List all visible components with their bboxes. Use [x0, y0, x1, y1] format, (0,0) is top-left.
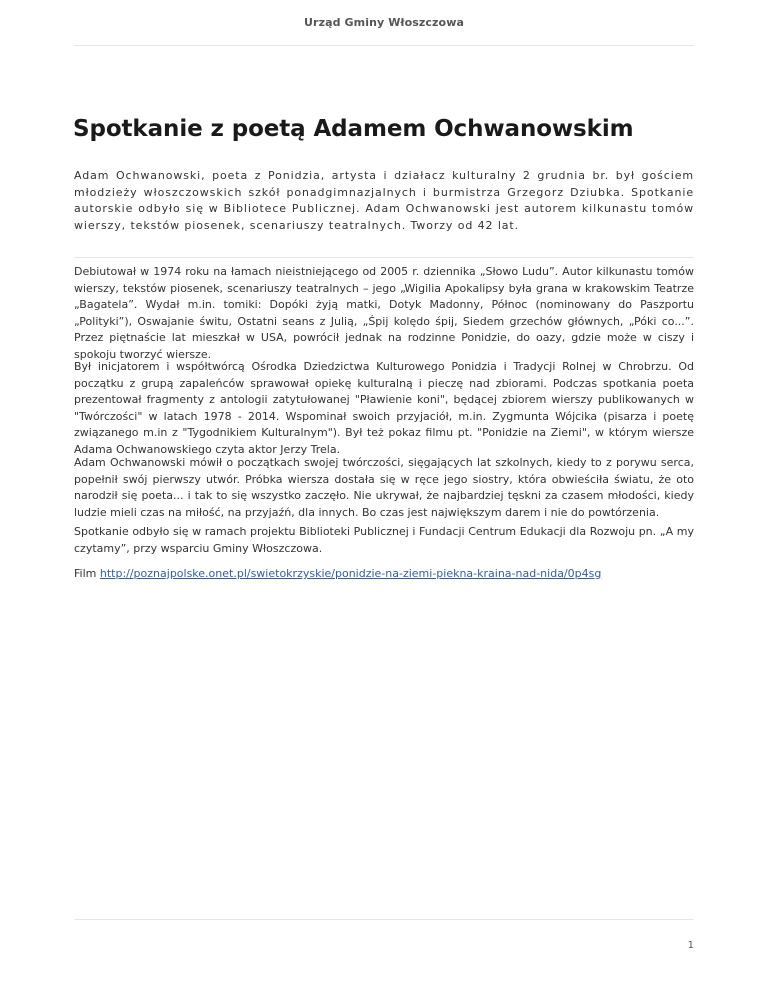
film-label: Film [74, 567, 100, 580]
article-paragraph-debut: Debiutował w 1974 roku na łamach nieistniejącego od 2005 r. dziennika „Słowo Ludu”. Autor kilkunastu tomów wierszy, tekstów piosenek, scenariuszy teatralnych – jego „Wigilia Apokalipsy była grana w krakowskim Teatrze „Bagatela”. Wydał m.in. tomiki: Dopóki żyją matki, Dotyk Madonny, Północ (nominowany do Paszportu „Polityki”), Oswajanie świtu, Ostatni seans z Julią, „Śpij kolędo śpij, Siedem grzechów głównych, „Póki co...”. Przez piętnaście lat mieszkał w USA, powrócił jednak na rodzinne Ponidzie, do oazy, gdzie może w ciszy i spokoju tworzyć wiersze. [74, 265, 694, 361]
article-paragraph-initiator: Był inicjatorem i współtwórcą Ośrodka Dziedzictwa Kulturowego Ponidzia i Tradycji Rolnej w Chrobrzu. Od początku z grupą zapaleńców sprawował opiekę kulturalną i pieczę nad zbiorami. Podczas spotkania poeta prezentował fragmenty z antologii zatytułowanej "Pławienie koni", będącej zbiorem wierszy publikowanych w "Twórczości" w latach 1978 - 2014. Wspominał swoich przyjaciół, m.in. Zygmunta Wójcika (pisarza i poetę związanego m.in z "Tygodnikiem Kulturalnym"). Był też pokaz filmu pt. "Ponidzie na Ziemi", w którym wiersze Adama Ochwanowskiego czyta aktor Jerzy Trela. [74, 360, 694, 456]
article-lead: Adam Ochwanowski, poeta z Ponidzia, artysta i działacz kulturalny 2 grudnia br. był gościem młodzieży włoszczowskich szkół ponadgimnazjalnych i burmistrza Grzegorz Dziubka. Spotkanie autorskie odbyło się w Bibliotece Publicznej. Adam Ochwanowski jest autorem kilkunastu tomów wierszy, tekstów piosenek, scenariuszy teatralnych. Tworzy od 42 lat. [74, 169, 694, 232]
film-line [74, 566, 694, 583]
article-paragraph-project: Spotkanie odbyło się w ramach projektu Biblioteki Publicznej i Fundacji Centrum Edukacji dla Rozwoju pn. „A my czytamy”, przy wsparciu Gminy Włoszczowa. [74, 525, 694, 555]
article-paragraph-beginnings: Adam Ochwanowski mówił o początkach swojej twórczości, sięgających lat szkolnych, kiedy to z porywu serca, popełnił swój pierwszy utwór. Próbka wiersza dostała się w ręce jego siostry, która obwieściła światu, że oto narodził się poeta... i tak to się wszystko zaczęło. Nie ukrywał, że najbardziej tęskni za czasem młodości, kiedy ludzie mieli czas na miłość, na przyjaźń, dla innych. Bo czas jest największym darem i nie do powtórzenia. [74, 456, 694, 519]
page-number: 1 [687, 940, 694, 951]
document-header: Urząd Gminy Włoszczowa [304, 16, 464, 29]
header-divider [74, 45, 694, 46]
lead-divider [74, 257, 694, 258]
footer-divider [74, 919, 694, 920]
article-title: Spotkanie z poetą Adamem Ochwanowskim [73, 116, 634, 142]
film-link[interactable]: http://poznajpolske.onet.pl/swietokrzyskie/ponidzie-na-ziemi-piekna-kraina-nad-nida/0p4sg [99, 567, 602, 580]
